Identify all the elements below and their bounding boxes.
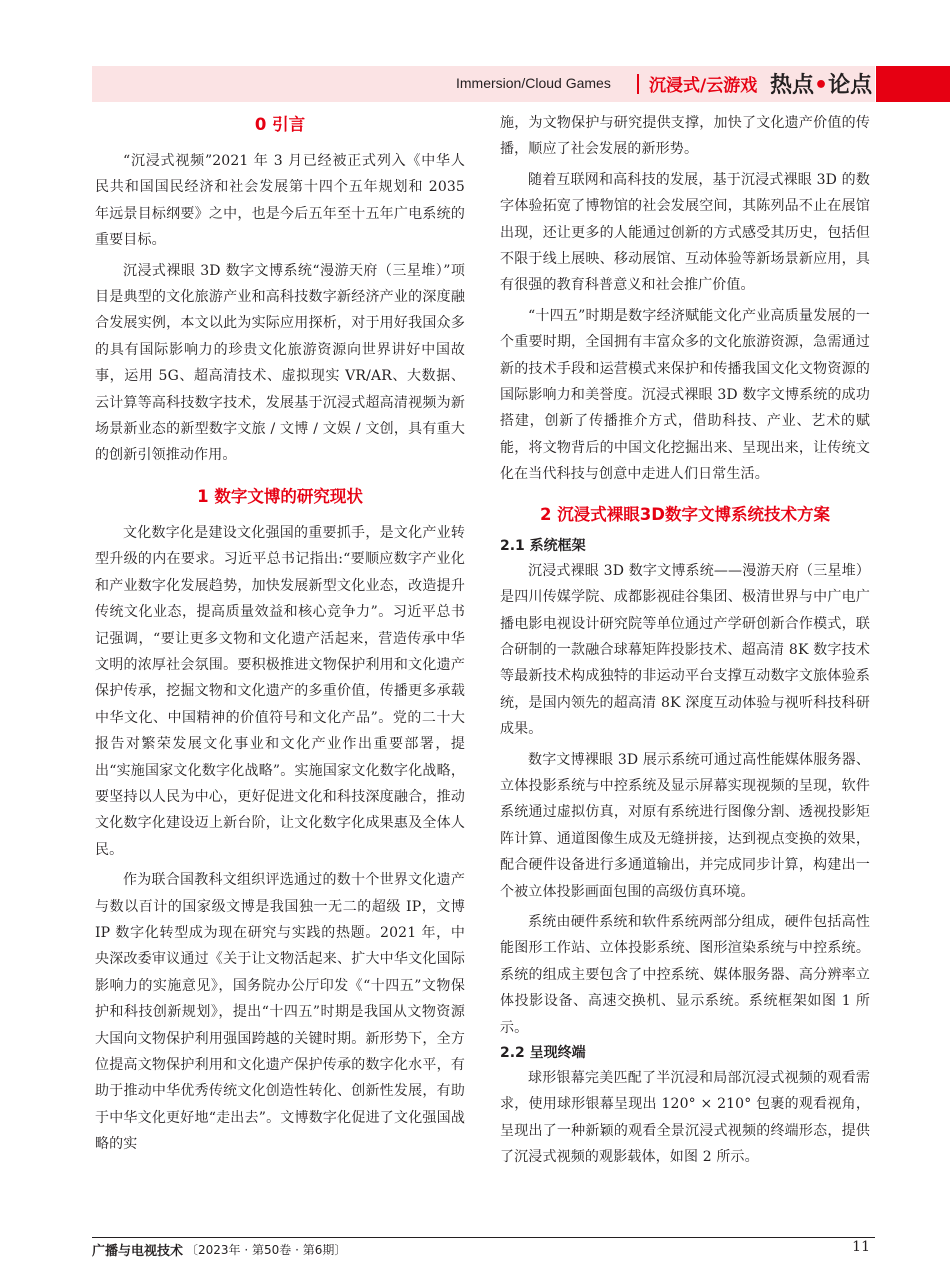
paragraph: “沉浸式视频”2021 年 3 月已经被正式列入《中华人民共和国国民经济和社会发展第十四个五年规划和 2035 年远景目标纲要》之中，也是今后五年至十五年广电系统的重要目标。 <box>95 153 465 249</box>
section-heading-intro: 0 引言 <box>254 115 306 134</box>
column-title-a: 热点 <box>770 73 815 98</box>
header-section-en: Immersion/Cloud Games <box>456 75 611 91</box>
footer-rule <box>92 1237 875 1238</box>
paragraph: 沉浸式裸眼 3D 数字文博系统——漫游天府（三星堆）是四川传媒学院、成都影视硅谷集团、极清世界与中广电广播电影电视设计研究院等单位通过产学研创新合作模式，联合研制的一款融合球幕矩阵投影技术、超高清 8K 数字技术等最新技术构成独特的非运动平台支撑互动数字文旅体验系统，是国内领先的超高清 8K 深度互动体验与视听科技科研成果。 <box>500 562 870 738</box>
section-heading-research: 1 数字文博的研究现状 <box>197 486 363 506</box>
footer-issue: 〔2023年 · 第50卷 · 第6期〕 <box>186 1243 347 1257</box>
paragraph: “十四五”时期是数字经济赋能文化产业高质量发展的一个重要时期，全国拥有丰富众多的文化旅游资源，急需通过新的技术手段和运营模式来保护和传播我国文化文物资源的国际影响力和美誉度。沉浸式裸眼 3D 数字文博系统的成功搭建，创新了传播推介方式，借助科技、产业、艺术的赋能，将文物背后的中国文化挖掘出来、呈现出来，让传统文化在当代科技与创意中走进人们日常生活。 <box>500 307 870 483</box>
header-red-block <box>876 66 950 102</box>
paragraph: 数字文博裸眼 3D 展示系统可通过高性能媒体服务器、立体投影系统与中控系统及显示屏幕实现视频的呈现，软件系统通过虚拟仿真，对原有系统进行图像分割、透视投影矩阵计算、通道图像生成及无缝拼接，达到视点变换的效果，配合硬件设备进行多通道输出，并完成同步计算，构建出一个被立体投影画面包围的高级仿真环境。 <box>500 751 870 900</box>
paragraph: 作为联合国教科文组织评选通过的数十个世界文化遗产与数以百计的国家级文博是我国独一无二的超级 IP，文博 IP 数字化转型成为现在研究与实践的热题。2021 年，中央深改委审议通过《关于让文物活起来、扩大中华文化国际影响力的实施意见》，国务院办公厅印发《“十四五”文物保护和科技创新规划》，提出“十四五”时期是我国从文物资源大国向文物保护利用强国跨越的关键时期。新形势下，全方位提高文物保护利用和文化遗产保护传承的数字化水平，有助于推动中华优秀传统文化创造性转化、创新性发展，有助于中华文化更好地“走出去”。文博数字化促进了文化强国战略的实 <box>95 872 465 1153</box>
header-divider <box>637 74 639 94</box>
section-heading-solution: 2 沉浸式裸眼3D数字文博系统技术方案 <box>540 504 830 524</box>
left-column <box>95 110 465 1158</box>
paragraph: 沉浸式裸眼 3D 数字文博系统“漫游天府（三星堆）”项目是典型的文化旅游产业和高科技数字新经济产业的深度融合发展实例，本文以此为实际应用探析，对于用好我国众多的具有国际影响力的珍贵文化旅游资源向世界讲好中国故事，运用 5G、超高清技术、虚拟现实 VR/AR、大数据、云计算等高科技数字技术，发展基于沉浸式超高清视频为新场景新业态的新型数字文旅 / 文博 / 文娱 / 文创，具有重大的创新引领推动作用。 <box>95 262 465 464</box>
header-column-title <box>770 68 872 99</box>
column-title-b: 论点 <box>828 73 873 98</box>
header-section-cn: 沉浸式/云游戏 <box>649 76 758 96</box>
paragraph: 施，为文物保护与研究提供支撑，加快了文化遗产价值的传播，顺应了社会发展的新形势。 <box>500 115 870 158</box>
paragraph: 系统由硬件系统和软件系统两部分组成，硬件包括高性能图形工作站、立体投影系统、图形渲染系统与中控系统。系统的组成主要包含了中控系统、媒体服务器、高分辨率立体投影设备、高速交换机、显示系统。系统框架如图 1 所示。 <box>500 913 870 1036</box>
subsection-heading-terminal: 2.2 呈现终端 <box>500 1045 586 1061</box>
paragraph: 随着互联网和高科技的发展，基于沉浸式裸眼 3D 的数字体验拓宽了博物馆的社会发展空间，其陈列品不止在展馆出现，还让更多的人能通过创新的方式感受其历史，包括但不限于线上展映、移动展馆、互动体验等新场景新应用，具有很强的教育科普意义和社会推广价值。 <box>500 171 870 294</box>
column-title-dot: • <box>814 73 829 98</box>
subsection-heading-framework: 2.1 系统框架 <box>500 537 586 554</box>
paragraph: 文化数字化是建设文化强国的重要抓手，是文化产业转型升级的内在要求。习近平总书记指出:“要顺应数字产业化和产业数字化发展趋势，加快发展新型文化业态，改造提升传统文化业态，提高质量效益和核心竞争力”。习近平总书记强调，“要让更多文物和文化遗产活起来，营造传承中华文明的浓厚社会氛围。要积极推进文物保护利用和文化遗产保护传承，挖掘文物和文化遗产的多重价值，传播更多承载中华文化、中国精神的价值符号和文化产品”。党的二十大报告对繁荣发展文化事业和文化产业作出重要部署，提出“实施国家文化数字化战略”。实施国家文化数字化战略，要坚持以人民为中心，更好促进文化和科技深度融合，推动文化数字化建设迈上新台阶，让文化数字化成果惠及全体人民。 <box>95 524 465 858</box>
page-number: 11 <box>852 1239 870 1255</box>
footer-journal-name: 广播与电视技术 <box>92 1244 184 1259</box>
right-column <box>500 110 870 1171</box>
paragraph: 球形银幕完美匹配了半沉浸和局部沉浸式视频的观看需求，使用球形银幕呈现出 120° × 210° 包裹的观看视角，呈现出了一种新颖的观看全景沉浸式视频的终端形态，提供了沉浸式视频的观影载体，如图 2 所示。 <box>500 1070 870 1166</box>
